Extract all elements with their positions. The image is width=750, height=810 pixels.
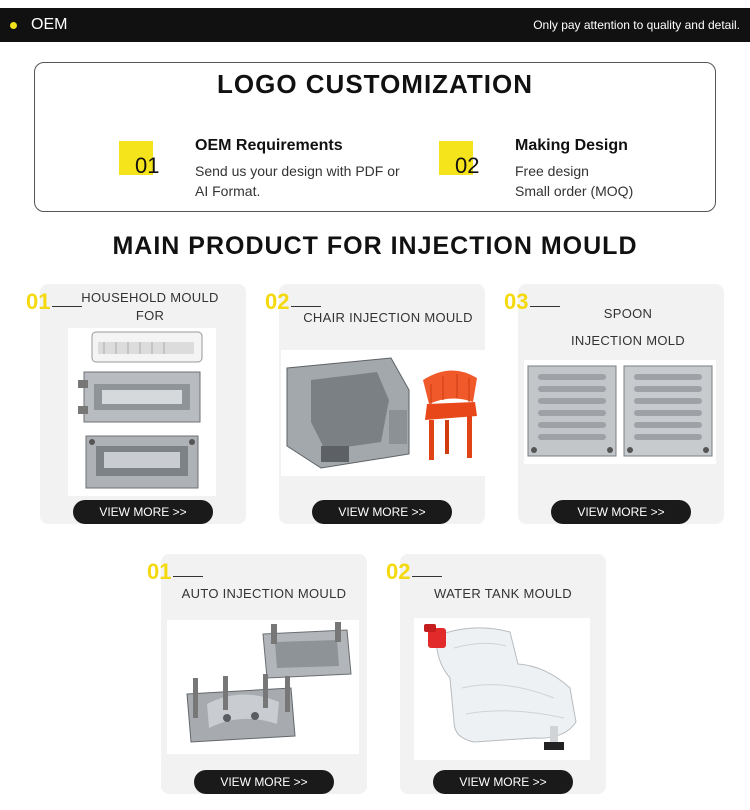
product-number: 02 <box>265 289 290 314</box>
auto-mould-illustration <box>167 620 359 754</box>
step-number: 01 <box>135 153 160 178</box>
brand-label: OEM <box>31 16 68 33</box>
product-label-line: AUTO INJECTION MOULD <box>181 586 347 601</box>
water-tank-illustration <box>414 618 590 760</box>
product-card-household-mould <box>26 284 246 524</box>
product-image[interactable] <box>167 620 359 754</box>
product-label <box>538 300 718 354</box>
step-description-line: AI Format. <box>195 183 261 199</box>
step-making-design <box>439 137 719 207</box>
product-number: 02 <box>386 559 411 584</box>
slogan: Only pay attention to quality and detail. <box>533 18 740 32</box>
product-label <box>169 586 359 601</box>
air-conditioner-mould-illustration <box>68 328 216 496</box>
view-more-button[interactable]: VIEW MORE >> <box>73 500 213 524</box>
number-underline <box>291 306 321 307</box>
number-underline <box>173 576 203 577</box>
product-label-line: SPOON <box>603 306 653 321</box>
main-product-title: MAIN PRODUCT FOR INJECTION MOULD <box>112 232 638 260</box>
step-title: OEM Requirements <box>195 137 343 154</box>
spoon-mould-illustration <box>524 360 716 464</box>
view-more-button[interactable]: VIEW MORE >> <box>194 770 334 794</box>
product-label <box>293 310 483 325</box>
product-label-line: HOUSEHOLD MOULD FOR <box>81 290 219 323</box>
step-oem-requirements <box>119 137 399 207</box>
product-image[interactable] <box>414 618 590 760</box>
product-image[interactable] <box>281 350 485 476</box>
number-underline <box>412 576 442 577</box>
view-more-button[interactable]: VIEW MORE >> <box>433 770 573 794</box>
chair-mould-illustration <box>281 350 485 476</box>
step-description-line: Small order (MOQ) <box>515 183 634 199</box>
product-card-water-tank-mould <box>386 554 606 794</box>
logo-customization-box <box>34 62 716 212</box>
logo-customization-title: LOGO CUSTOMIZATION <box>216 69 534 99</box>
product-label-line: INJECTION MOLD <box>571 333 685 348</box>
product-card-chair-mould <box>265 284 485 524</box>
step-description-line: Send us your design with PDF or <box>195 163 400 179</box>
top-bar <box>0 8 750 42</box>
product-number: 01 <box>26 289 51 314</box>
product-image[interactable] <box>68 328 216 496</box>
product-card-auto-mould <box>147 554 367 794</box>
step-title: Making Design <box>515 137 628 154</box>
view-more-button[interactable]: VIEW MORE >> <box>551 500 691 524</box>
product-image[interactable] <box>524 360 716 464</box>
product-number: 01 <box>147 559 172 584</box>
step-description-line: Free design <box>515 163 589 179</box>
step-number: 02 <box>455 153 480 178</box>
product-label-line: WATER TANK MOULD <box>434 586 572 601</box>
bullet-icon <box>10 22 17 29</box>
product-label-line: CHAIR INJECTION MOULD <box>303 310 473 325</box>
product-number: 03 <box>504 289 529 314</box>
product-card-spoon-mould <box>504 284 724 524</box>
product-label <box>408 586 598 601</box>
view-more-button[interactable]: VIEW MORE >> <box>312 500 452 524</box>
